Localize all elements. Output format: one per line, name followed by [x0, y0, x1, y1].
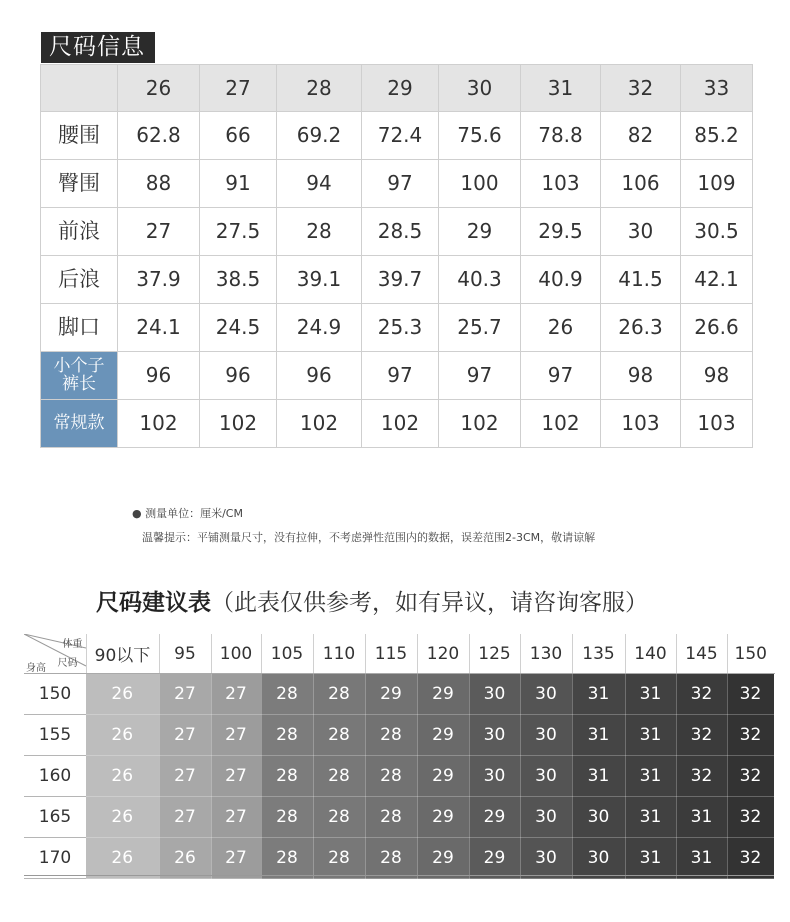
size-value-cell: 102: [118, 400, 200, 448]
recommend-row: [24, 797, 774, 838]
recommended-size-cell: 30: [469, 715, 520, 756]
size-value-cell: 97: [439, 352, 521, 400]
unit-note: ● 测量单位：厘米/CM: [132, 507, 243, 520]
recommended-size-cell: 29: [365, 674, 417, 715]
size-header-cell: 31: [521, 65, 601, 112]
recommend-title-note: （此表仅供参考，如有异议，请咨询客服）: [211, 590, 648, 616]
size-value-cell: 94: [277, 160, 362, 208]
recommended-size-cell: 30: [572, 797, 625, 838]
height-cell: 160: [24, 756, 86, 797]
weight-header-cell: 105: [261, 634, 313, 674]
recommended-size-cell: 27: [159, 715, 211, 756]
recommended-size-cell: 29: [417, 674, 469, 715]
recommended-size-cell: 31: [676, 797, 727, 838]
header-blank-cell: [41, 65, 118, 112]
weight-header-cell: 130: [520, 634, 572, 674]
recommended-size-cell: 30: [520, 797, 572, 838]
recommended-size-cell: 28: [365, 756, 417, 797]
corner-size-label: 尺码: [57, 658, 78, 669]
recommended-size-cell: 26: [159, 838, 211, 879]
weight-header-cell: 100: [211, 634, 261, 674]
size-row-label: 前浪: [41, 208, 118, 256]
height-cell: 150: [24, 674, 86, 715]
size-row-label: 常规款: [41, 400, 118, 448]
recommended-size-cell: 26: [86, 756, 159, 797]
recommended-size-cell: 28: [365, 797, 417, 838]
recommended-size-cell: 32: [727, 797, 774, 838]
size-value-cell: 27.5: [200, 208, 277, 256]
recommended-size-cell: 29: [469, 838, 520, 879]
recommended-size-cell: 31: [676, 838, 727, 879]
recommended-size-cell: 31: [572, 756, 625, 797]
size-header-cell: 26: [118, 65, 200, 112]
recommended-size-cell: 28: [365, 715, 417, 756]
recommended-size-cell: 27: [159, 674, 211, 715]
size-value-cell: 30: [601, 208, 681, 256]
recommended-size-cell: 32: [727, 838, 774, 879]
recommended-size-cell: 30: [469, 674, 520, 715]
size-value-cell: 103: [681, 400, 753, 448]
size-value-cell: 75.6: [439, 112, 521, 160]
size-value-cell: 109: [681, 160, 753, 208]
size-value-cell: 28.5: [362, 208, 439, 256]
size-row-label: 后浪: [41, 256, 118, 304]
size-header-cell: 29: [362, 65, 439, 112]
size-value-cell: 103: [601, 400, 681, 448]
recommended-size-cell: 26: [86, 674, 159, 715]
size-header-cell: 27: [200, 65, 277, 112]
recommended-size-cell: 30: [520, 715, 572, 756]
recommended-size-cell: 30: [520, 838, 572, 879]
recommended-size-cell: 30: [572, 838, 625, 879]
height-cell: 170: [24, 838, 86, 879]
size-value-cell: 29: [439, 208, 521, 256]
recommend-title-main: 尺码建议表: [96, 590, 211, 616]
size-row-label-line: 裤长: [62, 373, 96, 394]
size-row-label-line: 小个子: [53, 355, 105, 376]
recommended-size-cell: 32: [676, 715, 727, 756]
recommended-size-cell: 28: [261, 715, 313, 756]
size-row: [41, 352, 753, 400]
recommended-size-cell: 32: [727, 756, 774, 797]
size-value-cell: 25.7: [439, 304, 521, 352]
recommended-size-cell: 31: [572, 715, 625, 756]
recommended-size-cell: 27: [211, 715, 261, 756]
size-value-cell: 40.9: [521, 256, 601, 304]
recommended-size-cell: 28: [313, 674, 365, 715]
recommended-size-cell: 27: [211, 838, 261, 879]
size-header-row: [41, 65, 753, 112]
size-value-cell: 88: [118, 160, 200, 208]
recommended-size-cell: 30: [469, 756, 520, 797]
size-value-cell: 96: [200, 352, 277, 400]
recommend-row: [24, 715, 774, 756]
weight-header-cell: 140: [625, 634, 676, 674]
size-row-label: 腰围: [41, 112, 118, 160]
height-cell: 165: [24, 797, 86, 838]
recommended-size-cell: 31: [625, 756, 676, 797]
size-value-cell: 102: [439, 400, 521, 448]
size-value-cell: 24.1: [118, 304, 200, 352]
recommended-size-cell: 28: [313, 838, 365, 879]
recommended-size-cell: 28: [261, 674, 313, 715]
size-value-cell: 72.4: [362, 112, 439, 160]
height-cell: 155: [24, 715, 86, 756]
size-header-cell: 30: [439, 65, 521, 112]
size-row: [41, 160, 753, 208]
size-value-cell: 28: [277, 208, 362, 256]
recommended-size-cell: 28: [261, 838, 313, 879]
size-row: [41, 400, 753, 448]
recommended-size-cell: 26: [86, 797, 159, 838]
size-value-cell: 102: [200, 400, 277, 448]
weight-header-cell: 150: [727, 634, 774, 674]
size-row-label: [41, 352, 118, 400]
recommended-size-cell: 28: [261, 797, 313, 838]
recommended-size-cell: 28: [313, 756, 365, 797]
size-value-cell: 106: [601, 160, 681, 208]
size-value-cell: 39.1: [277, 256, 362, 304]
recommended-size-cell: 32: [727, 715, 774, 756]
recommended-size-cell: 27: [211, 797, 261, 838]
recommended-size-cell: 32: [676, 674, 727, 715]
size-header-cell: 32: [601, 65, 681, 112]
recommend-row: [24, 674, 774, 715]
size-value-cell: 82: [601, 112, 681, 160]
size-value-cell: 24.5: [200, 304, 277, 352]
recommended-size-cell: 29: [417, 838, 469, 879]
size-row: [41, 304, 753, 352]
size-value-cell: 30.5: [681, 208, 753, 256]
weight-header-cell: 90以下: [86, 634, 159, 674]
recommend-title: [96, 584, 648, 617]
size-value-cell: 62.8: [118, 112, 200, 160]
recommended-size-cell: 27: [159, 756, 211, 797]
size-value-cell: 96: [118, 352, 200, 400]
size-value-cell: 96: [277, 352, 362, 400]
size-value-cell: 39.7: [362, 256, 439, 304]
size-value-cell: 26.3: [601, 304, 681, 352]
recommended-size-cell: 31: [625, 838, 676, 879]
recommended-size-cell: 28: [261, 756, 313, 797]
size-value-cell: 26: [521, 304, 601, 352]
size-value-cell: 78.8: [521, 112, 601, 160]
recommended-size-cell: 31: [625, 715, 676, 756]
recommended-size-cell: 26: [86, 838, 159, 879]
size-row-label: 脚口: [41, 304, 118, 352]
weight-header-cell: 110: [313, 634, 365, 674]
weight-header-cell: 115: [365, 634, 417, 674]
size-info-table: [40, 64, 753, 448]
size-value-cell: 42.1: [681, 256, 753, 304]
recommend-row: [24, 838, 774, 879]
recommended-size-cell: 27: [159, 797, 211, 838]
recommended-size-cell: 26: [86, 715, 159, 756]
weight-header-cell: 95: [159, 634, 211, 674]
recommended-size-cell: 27: [211, 674, 261, 715]
recommended-size-cell: 31: [625, 797, 676, 838]
size-value-cell: 103: [521, 160, 601, 208]
size-row: [41, 112, 753, 160]
recommend-row: [24, 756, 774, 797]
recommended-size-cell: 27: [211, 756, 261, 797]
recommended-size-cell: 32: [676, 756, 727, 797]
size-value-cell: 97: [521, 352, 601, 400]
size-value-cell: 97: [362, 160, 439, 208]
corner-cell: [24, 634, 86, 674]
weight-header-cell: 120: [417, 634, 469, 674]
size-value-cell: 24.9: [277, 304, 362, 352]
size-value-cell: 29.5: [521, 208, 601, 256]
weight-header-cell: 135: [572, 634, 625, 674]
recommended-size-cell: 30: [520, 756, 572, 797]
recommended-size-cell: 29: [417, 797, 469, 838]
size-row: [41, 208, 753, 256]
corner-weight-label: 体重: [62, 639, 83, 650]
size-value-cell: 27: [118, 208, 200, 256]
recommended-size-cell: 31: [572, 674, 625, 715]
size-value-cell: 97: [362, 352, 439, 400]
recommended-size-cell: 29: [417, 756, 469, 797]
size-value-cell: 25.3: [362, 304, 439, 352]
size-row: [41, 256, 753, 304]
size-value-cell: 102: [362, 400, 439, 448]
size-value-cell: 85.2: [681, 112, 753, 160]
size-value-cell: 37.9: [118, 256, 200, 304]
size-value-cell: 98: [601, 352, 681, 400]
size-value-cell: 102: [277, 400, 362, 448]
recommended-size-cell: 28: [313, 797, 365, 838]
recommended-size-cell: 32: [727, 674, 774, 715]
size-value-cell: 91: [200, 160, 277, 208]
size-value-cell: 102: [521, 400, 601, 448]
size-value-cell: 26.6: [681, 304, 753, 352]
weight-header-cell: 125: [469, 634, 520, 674]
corner-height-label: 身高: [26, 663, 46, 673]
recommended-size-cell: 31: [625, 674, 676, 715]
recommended-size-cell: 30: [520, 674, 572, 715]
recommended-size-cell: 28: [365, 838, 417, 879]
recommended-size-cell: 29: [417, 715, 469, 756]
recommended-size-cell: 28: [313, 715, 365, 756]
size-value-cell: 98: [681, 352, 753, 400]
size-recommend-table: [24, 634, 775, 879]
size-header-cell: 28: [277, 65, 362, 112]
size-value-cell: 66: [200, 112, 277, 160]
size-row-label: 臀围: [41, 160, 118, 208]
bottom-rule: [24, 875, 774, 876]
size-info-title: 尺码信息: [41, 32, 155, 63]
size-header-cell: 33: [681, 65, 753, 112]
size-value-cell: 40.3: [439, 256, 521, 304]
recommended-size-cell: 29: [469, 797, 520, 838]
size-value-cell: 100: [439, 160, 521, 208]
size-value-cell: 69.2: [277, 112, 362, 160]
tip-note: 温馨提示：平铺测量尺寸，没有拉伸，不考虑弹性范围内的数据，误差范围2-3CM，敬请谅解: [142, 531, 596, 544]
size-value-cell: 41.5: [601, 256, 681, 304]
size-value-cell: 38.5: [200, 256, 277, 304]
weight-header-cell: 145: [676, 634, 727, 674]
